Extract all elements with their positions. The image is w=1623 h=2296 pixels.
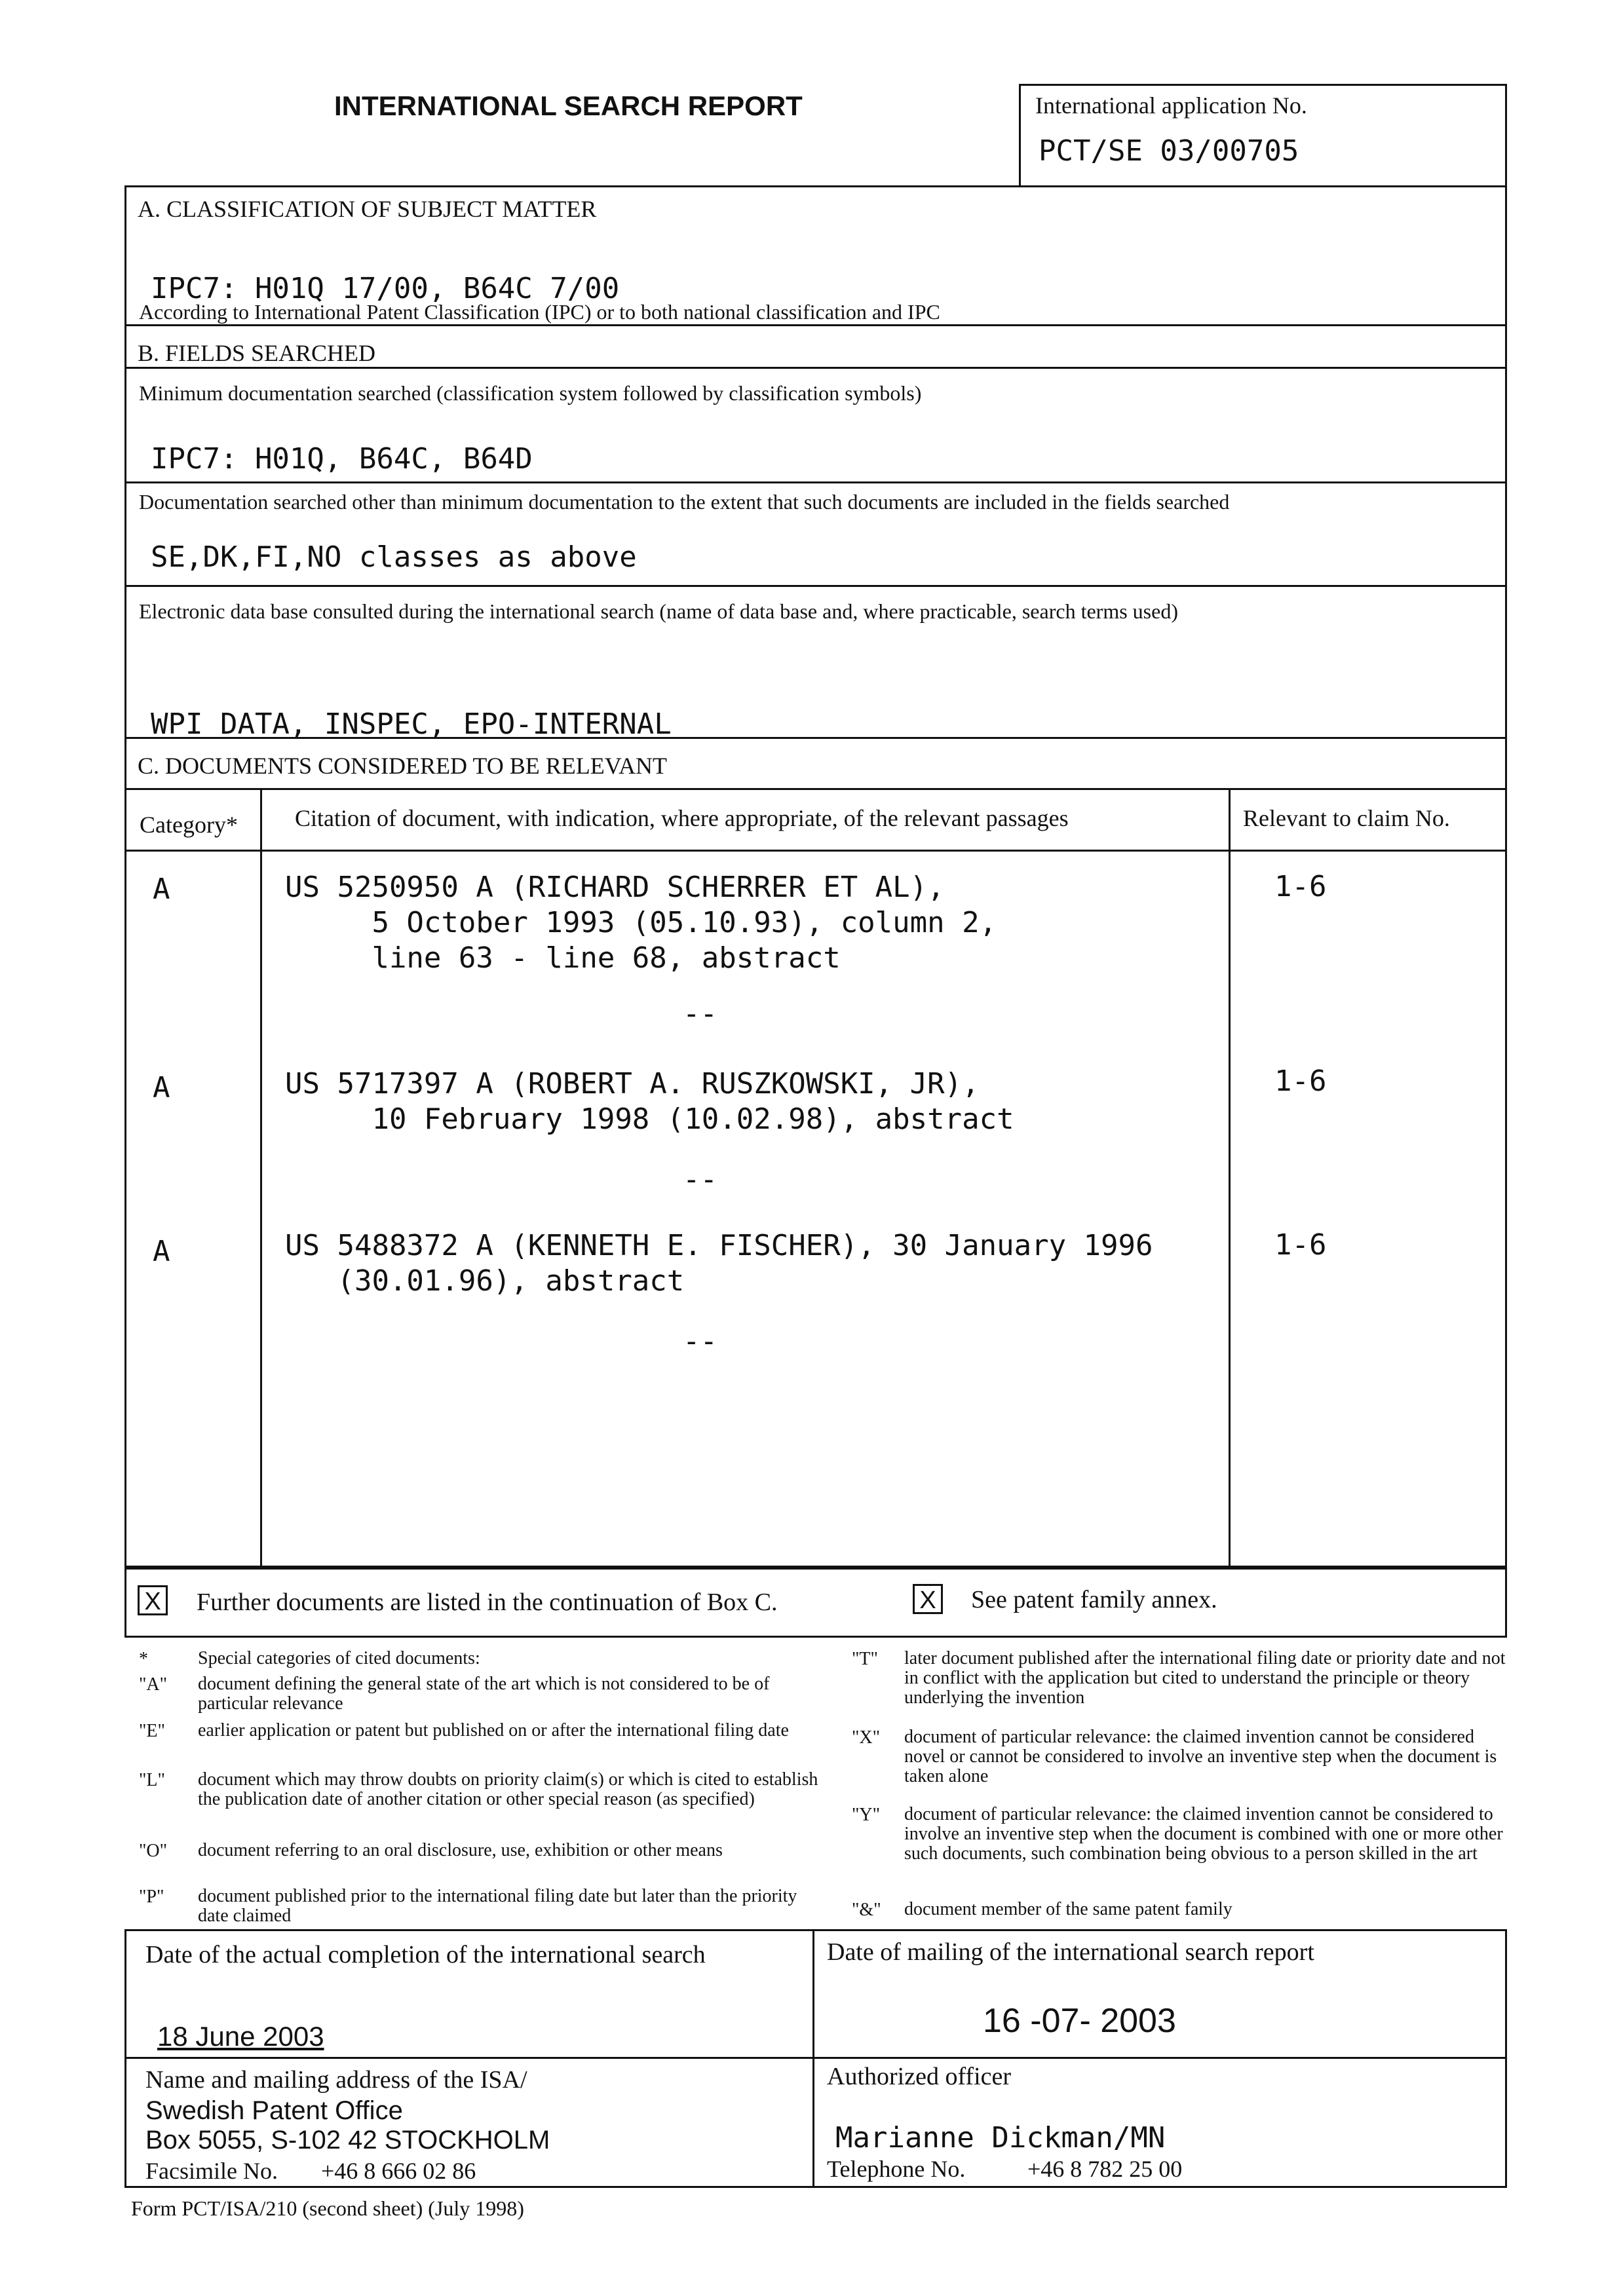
- patent-family-text: See patent family annex.: [971, 1586, 1217, 1613]
- electronic-db-value: WPI DATA, INSPEC, EPO-INTERNAL: [151, 707, 672, 741]
- category-description: document of particular relevance: the claimed invention cannot be considered to involve an inventive step when the document is combined with one or more other such documents, such combination being obvious to a person skilled in the art: [904, 1804, 1503, 1864]
- divider: [124, 2057, 1507, 2059]
- category-code: *: [139, 1649, 148, 1669]
- category-code: "X": [852, 1727, 881, 1748]
- divider: [124, 585, 1507, 587]
- row-category: A: [153, 873, 170, 906]
- application-number: PCT/SE 03/00705: [1039, 134, 1299, 168]
- citation-line: 10 February 1998 (10.02.98), abstract: [285, 1102, 1014, 1136]
- category-description: later document published after the international filing date or priority date and not in conflict with the application but cited to understand the principle or theory underlying the invention: [904, 1648, 1506, 1708]
- isa-name: Swedish Patent Office: [145, 2096, 403, 2125]
- isa-address: Box 5055, S-102 42 STOCKHOLM: [145, 2126, 550, 2155]
- citation-line: 5 October 1993 (05.10.93), column 2,: [285, 906, 997, 939]
- completion-date-label: Date of the actual completion of the international search: [145, 1941, 706, 1968]
- category-code: "P": [139, 1887, 164, 1907]
- category-description: document published prior to the international filing date but later than the priority date claimed: [198, 1886, 797, 1926]
- electronic-db-label: Electronic data base consulted during the international search (name of data base and, where practicable, search terms used): [139, 599, 1178, 623]
- citation-line: US 5250950 A (RICHARD SCHERRER ET AL),: [285, 871, 945, 904]
- divider: [124, 737, 1507, 739]
- category-description: document referring to an oral disclosure, use, exhibition or other means: [198, 1840, 723, 1860]
- category-code: "&": [852, 1900, 881, 1920]
- telephone-number: +46 8 782 25 00: [1027, 2156, 1183, 2182]
- telephone-label: Telephone No.: [827, 2156, 966, 2182]
- relevant-claims: 1-6: [1274, 870, 1327, 903]
- other-doc-value: SE,DK,FI,NO classes as above: [151, 540, 637, 574]
- column-header-citation: Citation of document, with indication, where appropriate, of the relevant passages: [295, 805, 1069, 831]
- row-separator: --: [683, 1163, 717, 1196]
- row-category: A: [153, 1235, 170, 1268]
- category-description: earlier application or patent but published on or after the international filing date: [198, 1720, 789, 1741]
- min-doc-value: IPC7: H01Q, B64C, B64D: [151, 442, 533, 476]
- column-header-category: Category*: [140, 812, 238, 838]
- column-divider: [260, 788, 262, 1568]
- category-description: document of particular relevance: the claimed invention cannot be considered novel or cannot be considered to involve an inventive step when the document is taken alone: [904, 1727, 1497, 1786]
- divider: [124, 324, 1507, 326]
- category-code: "Y": [852, 1805, 881, 1825]
- box-c-checkbox[interactable]: X: [138, 1585, 168, 1615]
- mailing-date-label: Date of mailing of the international search report: [827, 1938, 1314, 1966]
- application-number-label: International application No.: [1035, 92, 1307, 119]
- fax-number: +46 8 666 02 86: [321, 2158, 476, 2184]
- row-separator: --: [683, 997, 717, 1030]
- patent-family-checkbox[interactable]: X: [913, 1584, 943, 1614]
- category-description: document which may throw doubts on priority claim(s) or which is cited to establish the publication date of another citation or other special reason (as specified): [198, 1769, 818, 1809]
- divider: [124, 481, 1507, 483]
- category-code: "A": [139, 1674, 168, 1695]
- citation-line: US 5717397 A (ROBERT A. RUSZKOWSKI, JR),: [285, 1067, 980, 1101]
- category-description: document defining the general state of the art which is not considered to be of particular relevance: [198, 1674, 770, 1714]
- divider: [124, 850, 1507, 852]
- divider: [124, 788, 1507, 790]
- classification-note: According to International Patent Classification (IPC) or to both national classification and IPC: [139, 300, 940, 324]
- ipc-classification: IPC7: H01Q 17/00, B64C 7/00: [151, 272, 620, 305]
- column-divider: [1229, 788, 1231, 1568]
- category-description: document member of the same patent family: [904, 1899, 1232, 1919]
- section-a-heading: A. CLASSIFICATION OF SUBJECT MATTER: [138, 196, 597, 222]
- min-doc-label: Minimum documentation searched (classification system followed by classification symbols): [139, 381, 922, 405]
- divider: [124, 367, 1507, 369]
- relevant-claims: 1-6: [1274, 1228, 1327, 1262]
- officer-label: Authorized officer: [827, 2063, 1012, 2090]
- category-code: "L": [139, 1770, 165, 1790]
- row-category: A: [153, 1071, 170, 1104]
- other-doc-label: Documentation searched other than minimum documentation to the extent that such documents are included in the fields searched: [139, 490, 1230, 514]
- category-code: "O": [139, 1841, 168, 1861]
- completion-date: 18 June 2003: [157, 2021, 324, 2052]
- category-code: "T": [852, 1649, 878, 1669]
- section-c-heading: C. DOCUMENTS CONSIDERED TO BE RELEVANT: [138, 753, 668, 779]
- report-title: INTERNATIONAL SEARCH REPORT: [334, 90, 803, 121]
- isa-label: Name and mailing address of the ISA/: [145, 2066, 527, 2094]
- citation-line: line 63 - line 68, abstract: [285, 941, 841, 975]
- mailing-date-stamp: 16 -07- 2003: [983, 2002, 1176, 2040]
- box-c-text: Further documents are listed in the continuation of Box C.: [197, 1589, 778, 1616]
- citation-line: (30.01.96), abstract: [285, 1264, 685, 1298]
- form-reference: Form PCT/ISA/210 (second sheet) (July 1998): [131, 2196, 524, 2220]
- category-description: Special categories of cited documents:: [198, 1648, 480, 1668]
- category-code: "E": [139, 1721, 165, 1741]
- relevant-claims: 1-6: [1274, 1064, 1327, 1098]
- section-b-heading: B. FIELDS SEARCHED: [138, 340, 376, 366]
- column-header-relevant: Relevant to claim No.: [1243, 805, 1450, 831]
- citation-line: US 5488372 A (KENNETH E. FISCHER), 30 January 1996: [285, 1229, 1153, 1262]
- fax-label: Facsimile No.: [145, 2158, 278, 2184]
- row-separator: --: [683, 1325, 717, 1358]
- officer-name: Marianne Dickman/MN: [835, 2121, 1166, 2155]
